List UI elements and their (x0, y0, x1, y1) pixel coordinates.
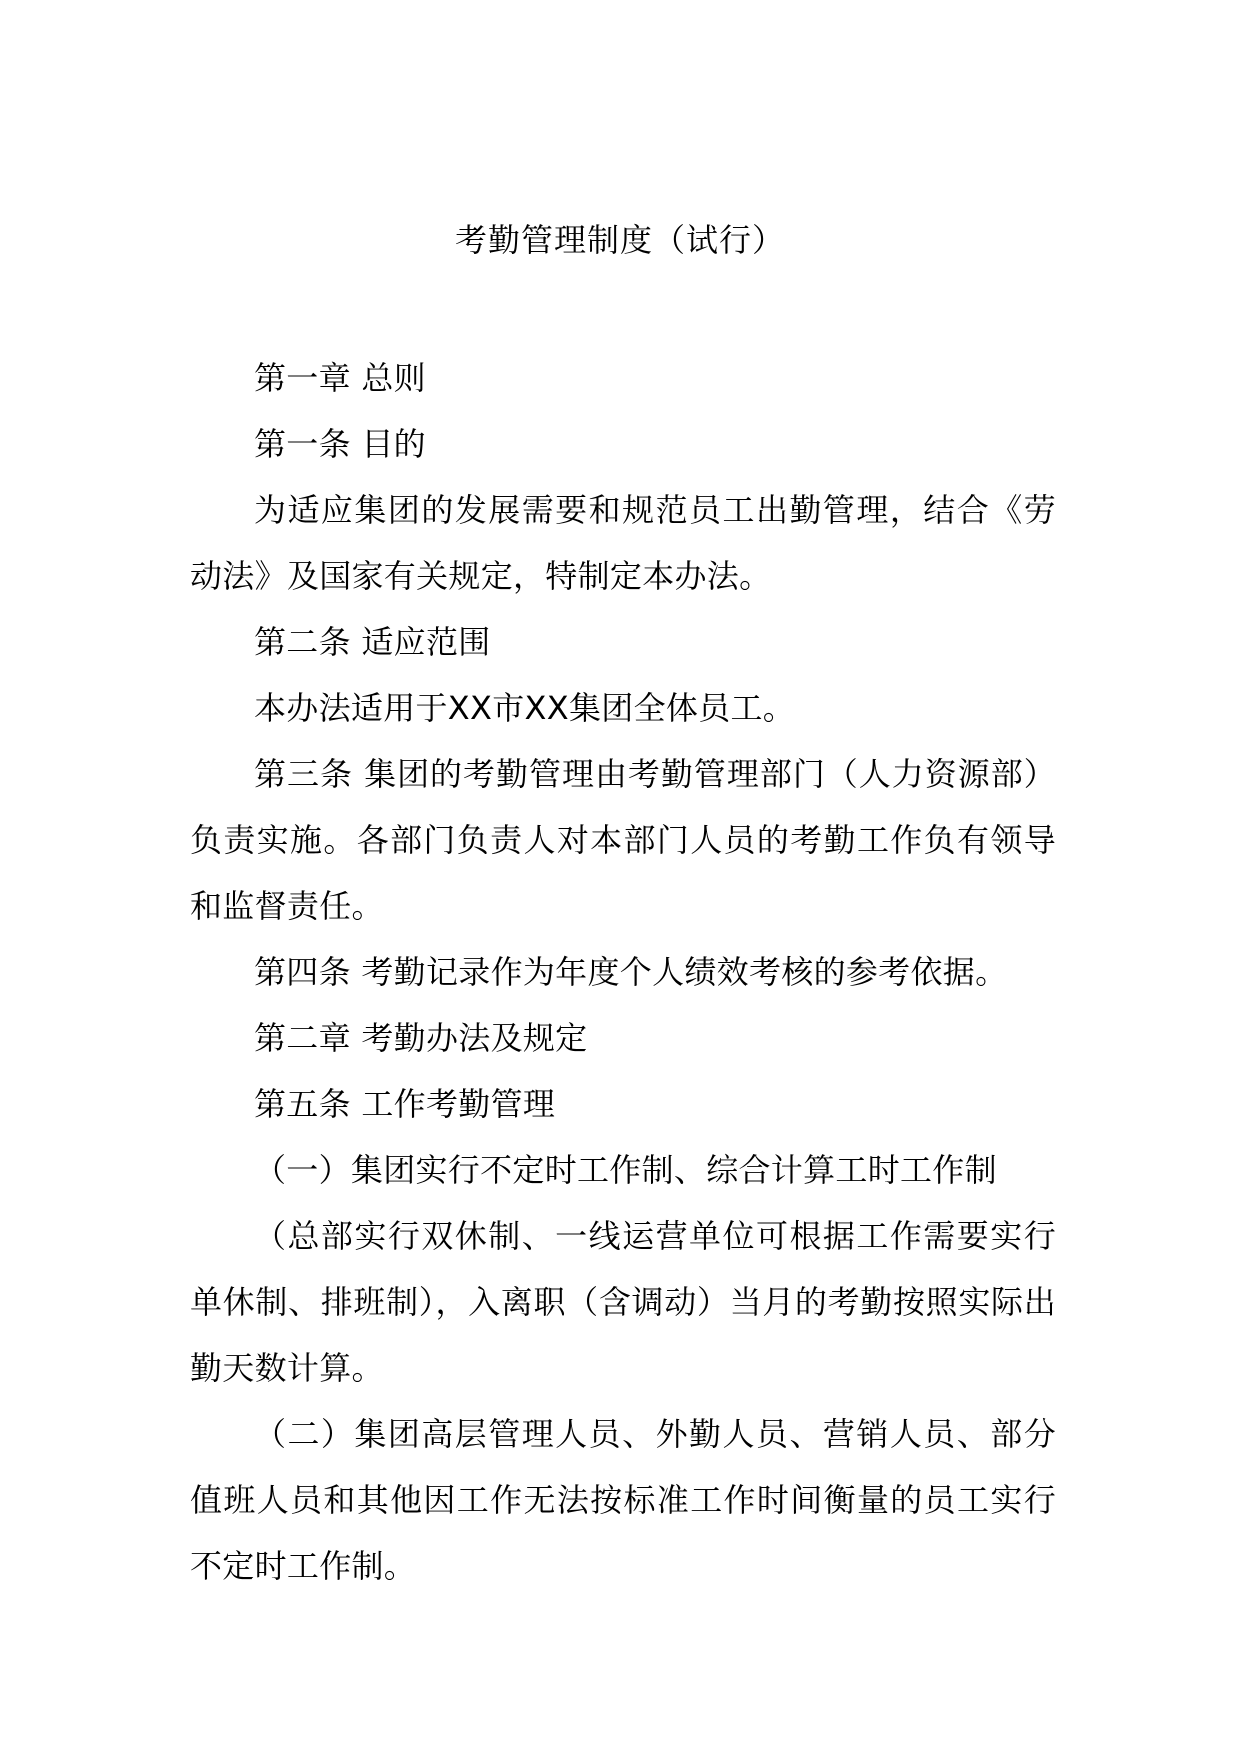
chapter-heading: 第一章 总则 (254, 359, 426, 397)
body-paragraph: 为适应集团的发展需要和规范员工出勤管理，结合《劳动法》及国家有关规定，特制定本办法。 (190, 491, 1056, 595)
body-paragraph: 本办法适用于XX市XX集团全体员工。 (254, 689, 796, 727)
body-paragraph: （一）集团实行不定时工作制、综合计算工时工作制 (254, 1151, 997, 1189)
body-paragraph: 第三条 集团的考勤管理由考勤管理部门（人力资源部）负责实施。各部门负责人对本部门人员的考勤工作负有领导和监督责任。 (190, 755, 1056, 925)
body-paragraph: （二）集团高层管理人员、外勤人员、营销人员、部分值班人员和其他因工作无法按标准工作时间衡量的员工实行不定时工作制。 (190, 1415, 1056, 1585)
chapter-heading: 第二章 考勤办法及规定 (254, 1019, 588, 1057)
article-heading: 第二条 适应范围 (254, 623, 491, 661)
document-body (190, 345, 1056, 1599)
body-paragraph: 第四条 考勤记录作为年度个人绩效考核的参考依据。 (254, 953, 1008, 991)
article-heading: 第五条 工作考勤管理 (254, 1085, 556, 1123)
article-heading: 第一条 目的 (254, 425, 426, 463)
body-paragraph: （总部实行双休制、一线运营单位可根据工作需要实行单休制、排班制），入离职（含调动）当月的考勤按照实际出勤天数计算。 (190, 1217, 1056, 1387)
document-title: 考勤管理制度（试行） (454, 221, 785, 259)
